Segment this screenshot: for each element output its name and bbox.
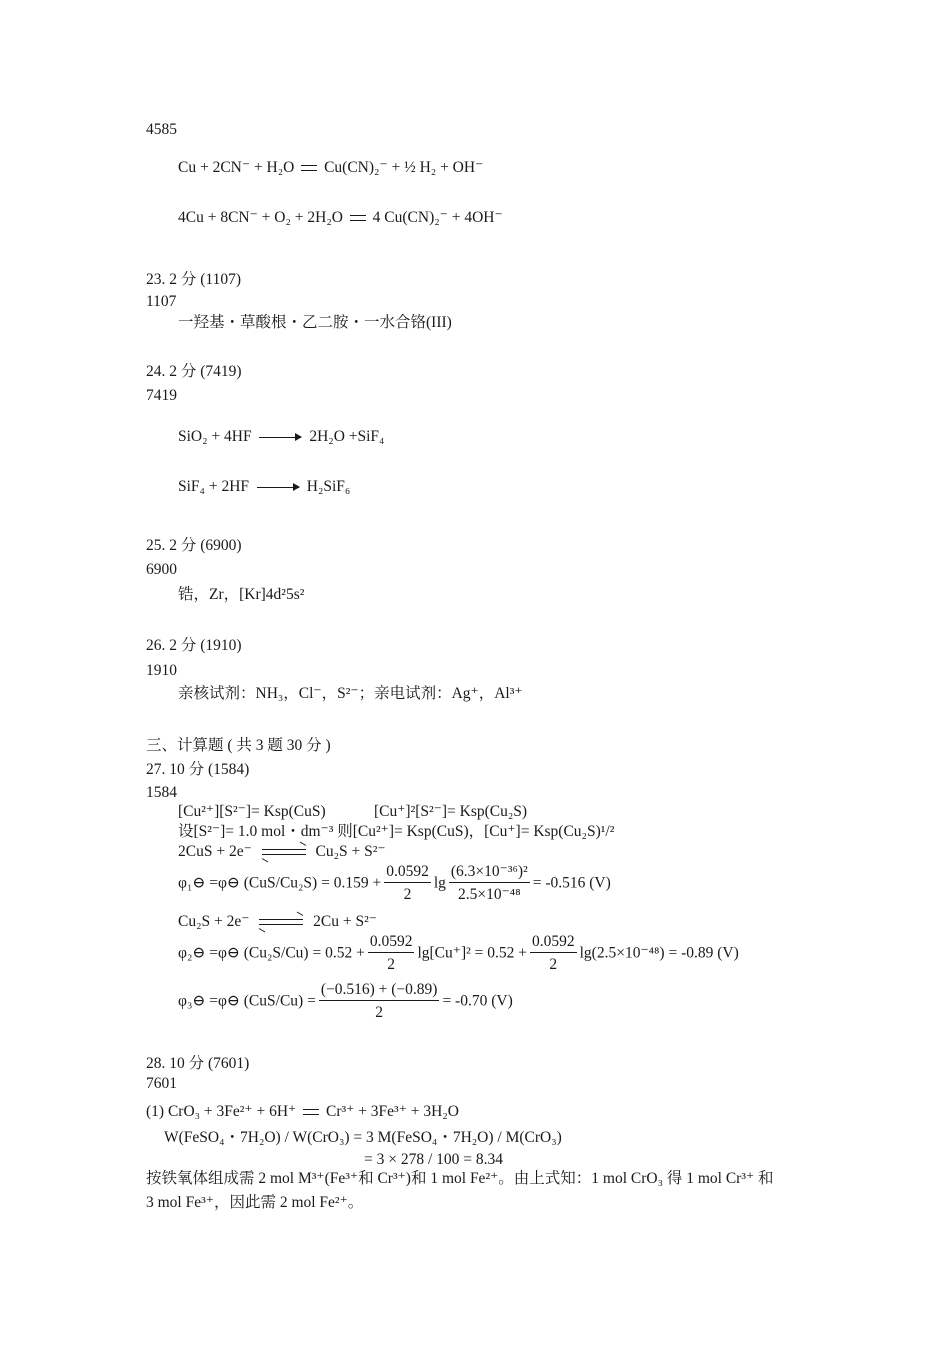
q23-answer: 一羟基・草酸根・乙二胺・一水合铬(III)	[178, 314, 452, 331]
reaction-arrow-icon	[259, 437, 301, 438]
eq-rhs: 2Cu + S²⁻	[313, 913, 377, 930]
q23-heading: 23. 2 分 (1107)	[146, 271, 241, 288]
eq-lhs: 4Cu + 8CN⁻ + O₂ + 2H₂O	[178, 209, 343, 226]
q28-text-1: 按铁氧体组成需 2 mol M³⁺(Fe³⁺和 Cr³⁺)和 1 mol Fe²⁺。由上式知：1 mol CrO₃ 得 1 mol Cr³⁺ 和	[146, 1170, 774, 1187]
eq-rhs: Cu₂S + S²⁻	[315, 843, 386, 860]
phi2-fraction-2	[530, 934, 577, 972]
eq-rhs: Cr³⁺ + 3Fe³⁺ + 3H₂O	[325, 1103, 459, 1120]
equals-sign	[298, 163, 320, 173]
q27-phi2	[178, 934, 739, 972]
q27-phi3	[178, 982, 513, 1020]
q23-code: 1107	[146, 293, 177, 310]
phi1-num: 0.0592	[384, 864, 431, 883]
q24-equation-1	[178, 429, 384, 445]
q28-text-2: 3 mol Fe³⁺，因此需 2 mol Fe²⁺。	[146, 1194, 364, 1211]
phi1-num2: (6.3×10⁻³⁶)²	[449, 864, 530, 883]
q28-ratio: W(FeSO₄・7H₂O) / W(CrO₃) = 3 M(FeSO₄・7H₂O) / M(CrO₃)	[164, 1129, 562, 1146]
q24-heading: 24. 2 分 (7419)	[146, 363, 242, 380]
q25-answer: 锆，Zr，[Kr]4d²5s²	[178, 586, 305, 603]
eq-lhs: SiF₄ + 2HF	[178, 478, 250, 495]
q27-reaction-1	[178, 844, 386, 860]
phi2-left: φ₂⊖ =φ⊖ (Cu₂S/Cu) = 0.52 +	[178, 944, 365, 962]
phi3-result: = -0.70 (V)	[442, 992, 513, 1010]
phi2-num: 0.0592	[368, 934, 415, 953]
q28-heading: 28. 10 分 (7601)	[146, 1055, 250, 1072]
q28-code: 7601	[146, 1075, 177, 1092]
eq-lhs: 2CuS + 2e⁻	[178, 843, 252, 860]
phi1-den: 2	[403, 885, 412, 903]
eq-lhs: (1) CrO₃ + 3Fe²⁺ + 6H⁺	[146, 1103, 297, 1120]
phi1-fraction-2	[449, 864, 530, 902]
q27-heading: 27. 10 分 (1584)	[146, 761, 250, 778]
q27-phi1	[178, 864, 611, 902]
q27-assumption: 设[S²⁻]= 1.0 mol・dm⁻³ 则[Cu²⁺]= Ksp(CuS)，[Cu⁺]= Ksp(Cu₂S)¹/²	[178, 823, 615, 840]
equilibrium-arrow-icon	[259, 917, 303, 927]
q28-equation	[146, 1104, 459, 1120]
phi2-result: lg(2.5×10⁻⁴⁸) = -0.89 (V)	[579, 944, 739, 962]
reaction-arrow-icon	[257, 487, 299, 488]
equation-4585-2	[178, 210, 503, 226]
equals-sign	[300, 1107, 322, 1117]
q26-answer: 亲核试剂：NH₃，Cl⁻，S²⁻；亲电试剂：Ag⁺，Al³⁺	[178, 685, 523, 702]
phi2-num2: 0.0592	[530, 934, 577, 953]
phi3-left: φ₃⊖ =φ⊖ (CuS/Cu) =	[178, 992, 316, 1010]
phi1-left: φ₁⊖ =φ⊖ (CuS/Cu₂S) = 0.159 +	[178, 874, 382, 892]
eq-lhs: SiO₂ + 4HF	[178, 428, 252, 445]
phi1-fraction	[384, 864, 431, 902]
phi3-den: 2	[375, 1003, 383, 1021]
phi3-num: (−0.516) + (−0.89)	[319, 982, 440, 1001]
equals-sign	[347, 213, 369, 223]
q25-heading: 25. 2 分 (6900)	[146, 537, 242, 554]
eq-rhs: H₂SiF₆	[306, 478, 351, 495]
q26-code: 1910	[146, 662, 177, 679]
equation-4585-1	[178, 160, 483, 176]
q26-heading: 26. 2 分 (1910)	[146, 637, 242, 654]
q27-code: 1584	[146, 784, 177, 801]
q24-code: 7419	[146, 387, 177, 404]
q28-calc: = 3 × 278 / 100 = 8.34	[364, 1151, 504, 1168]
section-title: 三、计算题 ( 共 3 题 30 分 )	[146, 737, 331, 754]
code-4585: 4585	[146, 121, 177, 138]
phi2-mid: lg[Cu⁺]² = 0.52 +	[417, 944, 527, 962]
eq-rhs: 2H₂O +SiF₄	[309, 428, 385, 445]
phi1-den2: 2.5×10⁻⁴⁸	[458, 885, 521, 903]
phi2-den2: 2	[549, 955, 558, 973]
q27-ksp-line-a: [Cu²⁺][S²⁻]= Ksp(CuS)	[178, 803, 326, 820]
phi2-den: 2	[387, 955, 396, 973]
q27-ksp-line-b: [Cu⁺]²[S²⁻]= Ksp(Cu₂S)	[374, 803, 528, 820]
eq-lhs: Cu₂S + 2e⁻	[178, 913, 250, 930]
eq-lhs: Cu + 2CN⁻ + H₂O	[178, 159, 295, 176]
equilibrium-arrow-icon	[262, 847, 306, 857]
phi1-lg: lg	[433, 874, 446, 892]
phi3-fraction	[319, 982, 440, 1020]
eq-rhs: 4 Cu(CN)₂⁻ + 4OH⁻	[372, 209, 503, 226]
q25-code: 6900	[146, 561, 177, 578]
q24-equation-2	[178, 479, 350, 495]
phi2-fraction	[368, 934, 415, 972]
q27-reaction-2	[178, 914, 377, 930]
phi1-result: = -0.516 (V)	[532, 874, 611, 892]
eq-rhs: Cu(CN)₂⁻ + ½ H₂ + OH⁻	[324, 159, 484, 176]
